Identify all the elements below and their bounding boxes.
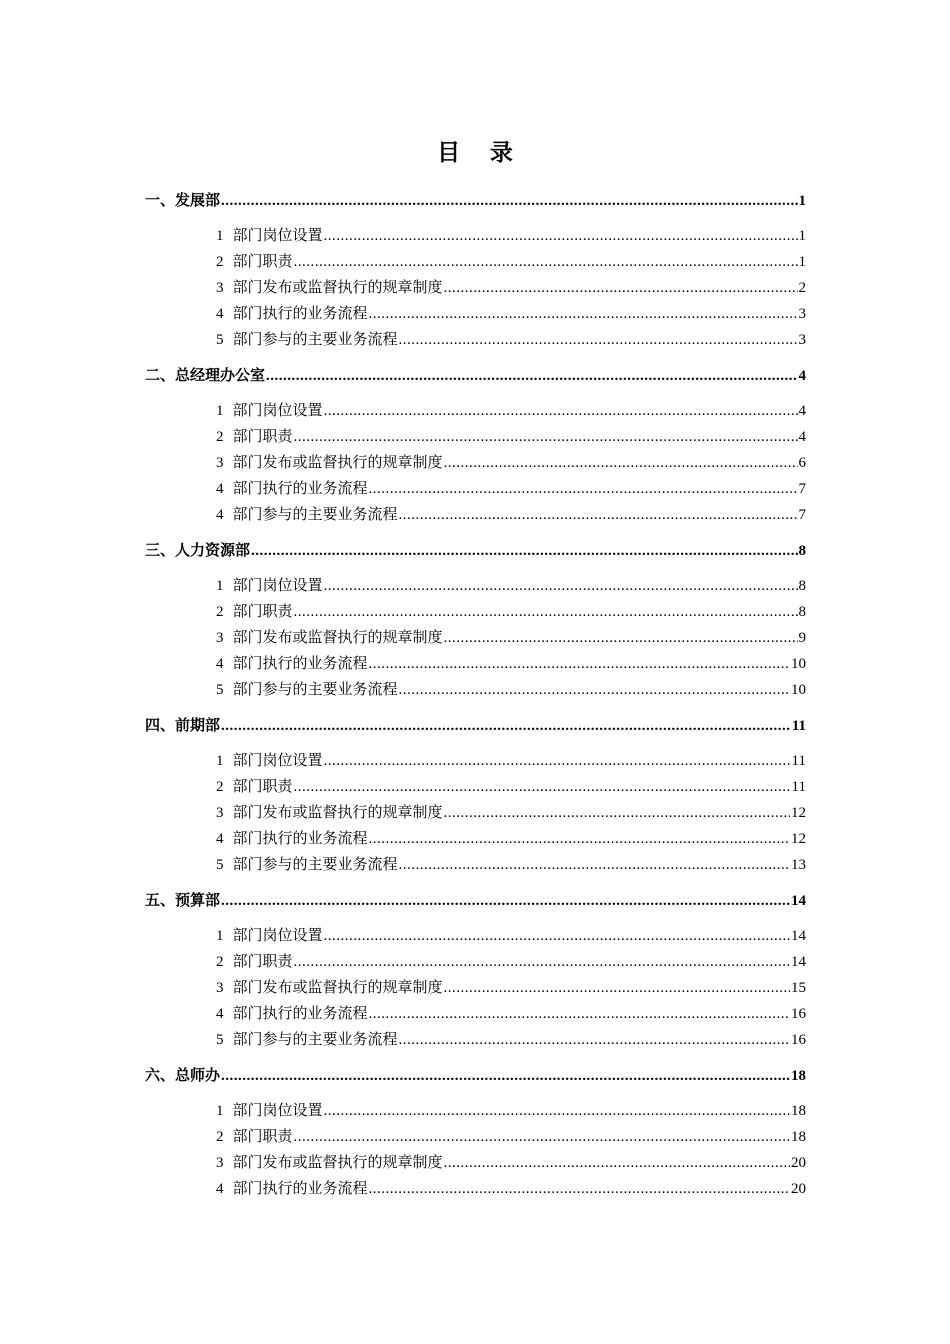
- toc-section-entry[interactable]: [145, 363, 806, 389]
- toc-item-page-number: 2: [798, 280, 806, 296]
- toc-item-page-number: 16: [791, 1006, 806, 1022]
- toc-item-page-number: 18: [791, 1129, 806, 1145]
- toc-item-label: 部门岗位设置: [232, 228, 323, 244]
- toc-section-entry[interactable]: [145, 188, 806, 214]
- toc-item-label: 部门参与的主要业务流程: [232, 332, 398, 348]
- toc-section-page-number: 1: [798, 193, 806, 209]
- toc-item-number: 3: [216, 630, 224, 646]
- toc-leader-dots: [444, 975, 790, 1001]
- toc-item-page-number: 12: [791, 805, 806, 821]
- toc-item-number: 2: [216, 604, 224, 620]
- toc-item-page-number: 9: [798, 630, 806, 646]
- toc-item-page-number: 4: [798, 429, 806, 445]
- toc-leader-dots: [324, 1098, 790, 1124]
- toc-section: [145, 363, 806, 528]
- toc-item-entry[interactable]: [145, 476, 806, 502]
- toc-item-entry[interactable]: [145, 625, 806, 651]
- toc-item-label: 部门参与的主要业务流程: [232, 507, 398, 523]
- toc-item-label: 部门参与的主要业务流程: [232, 857, 398, 873]
- toc-section: [145, 888, 806, 1053]
- toc-item-entry[interactable]: [145, 275, 806, 301]
- toc-item-label: 部门岗位设置: [232, 403, 323, 419]
- toc-item-entry[interactable]: [145, 450, 806, 476]
- toc-item-label: 部门职责: [232, 604, 293, 620]
- toc-item-label: 部门发布或监督执行的规章制度: [232, 280, 443, 296]
- toc-leader-dots: [444, 625, 798, 651]
- toc-item-entry[interactable]: [145, 1176, 806, 1202]
- toc-item-entry[interactable]: [145, 573, 806, 599]
- toc-item-label: 部门职责: [232, 1129, 293, 1145]
- toc-item-page-number: 14: [791, 954, 806, 970]
- toc-leader-dots: [369, 301, 798, 327]
- toc-item-entry[interactable]: [145, 852, 806, 878]
- toc-item-label: 部门岗位设置: [232, 753, 323, 769]
- toc-item-number: 4: [216, 1181, 224, 1197]
- toc-section-page-number: 14: [791, 893, 806, 909]
- table-of-contents: [145, 188, 806, 1202]
- toc-item-number: 4: [216, 1006, 224, 1022]
- toc-item-page-number: 11: [791, 779, 806, 795]
- toc-item-label: 部门岗位设置: [232, 928, 323, 944]
- toc-leader-dots: [221, 188, 797, 214]
- toc-leader-dots: [221, 888, 790, 914]
- toc-item-entry[interactable]: [145, 923, 806, 949]
- toc-item-entry[interactable]: [145, 424, 806, 450]
- toc-section-page-number: 11: [791, 718, 806, 734]
- toc-leader-dots: [399, 502, 798, 528]
- toc-leader-dots: [444, 1150, 790, 1176]
- toc-item-number: 3: [216, 280, 224, 296]
- toc-item-entry[interactable]: [145, 651, 806, 677]
- toc-item-entry[interactable]: [145, 502, 806, 528]
- toc-item-entry[interactable]: [145, 826, 806, 852]
- toc-item-label: 部门发布或监督执行的规章制度: [232, 630, 443, 646]
- toc-item-entry[interactable]: [145, 301, 806, 327]
- toc-item-page-number: 8: [798, 604, 806, 620]
- toc-item-label: 部门发布或监督执行的规章制度: [232, 980, 443, 996]
- toc-leader-dots: [369, 1001, 790, 1027]
- toc-section: [145, 1063, 806, 1202]
- toc-item-number: 1: [216, 228, 224, 244]
- toc-item-entry[interactable]: [145, 1098, 806, 1124]
- toc-item-page-number: 11: [791, 753, 806, 769]
- toc-item-page-number: 1: [798, 228, 806, 244]
- toc-item-entry[interactable]: [145, 1124, 806, 1150]
- toc-item-page-number: 8: [798, 578, 806, 594]
- toc-section: [145, 713, 806, 878]
- toc-leader-dots: [221, 1063, 790, 1089]
- toc-item-label: 部门执行的业务流程: [232, 1181, 368, 1197]
- toc-item-number: 4: [216, 507, 224, 523]
- toc-item-label: 部门职责: [232, 954, 293, 970]
- toc-item-label: 部门执行的业务流程: [232, 656, 368, 672]
- toc-item-entry[interactable]: [145, 677, 806, 703]
- toc-leader-dots: [294, 424, 798, 450]
- toc-item-number: 2: [216, 254, 224, 270]
- toc-item-number: 1: [216, 578, 224, 594]
- toc-item-label: 部门参与的主要业务流程: [232, 682, 398, 698]
- toc-section: [145, 538, 806, 703]
- toc-item-number: 2: [216, 1129, 224, 1145]
- toc-item-entry[interactable]: [145, 599, 806, 625]
- toc-item-number: 1: [216, 1103, 224, 1119]
- toc-section-entry[interactable]: [145, 1063, 806, 1089]
- toc-item-label: 部门发布或监督执行的规章制度: [232, 805, 443, 821]
- toc-leader-dots: [324, 748, 791, 774]
- toc-section-entry[interactable]: [145, 538, 806, 564]
- toc-leader-dots: [221, 713, 791, 739]
- toc-item-number: 4: [216, 306, 224, 322]
- toc-leader-dots: [251, 538, 797, 564]
- toc-item-number: 3: [216, 805, 224, 821]
- toc-leader-dots: [444, 800, 790, 826]
- toc-leader-dots: [399, 852, 790, 878]
- toc-item-entry[interactable]: [145, 975, 806, 1001]
- toc-item-number: 3: [216, 1155, 224, 1171]
- toc-item-entry[interactable]: [145, 249, 806, 275]
- toc-item-label: 部门岗位设置: [232, 578, 323, 594]
- toc-item-label: 部门发布或监督执行的规章制度: [232, 455, 443, 471]
- toc-item-page-number: 1: [798, 254, 806, 270]
- toc-item-number: 1: [216, 753, 224, 769]
- toc-leader-dots: [369, 1176, 790, 1202]
- toc-leader-dots: [444, 275, 798, 301]
- toc-item-entry[interactable]: [145, 800, 806, 826]
- toc-leader-dots: [324, 923, 790, 949]
- toc-item-label: 部门执行的业务流程: [232, 481, 368, 497]
- toc-section-entry[interactable]: [145, 713, 806, 739]
- toc-section-entry[interactable]: [145, 888, 806, 914]
- toc-item-page-number: 4: [798, 403, 806, 419]
- toc-item-page-number: 10: [791, 682, 806, 698]
- toc-section-page-number: 8: [798, 543, 806, 559]
- toc-item-page-number: 13: [791, 857, 806, 873]
- toc-leader-dots: [399, 677, 790, 703]
- toc-section-label: 四、前期部: [145, 718, 221, 734]
- toc-section-label: 二、总经理办公室: [145, 368, 266, 384]
- toc-item-entry[interactable]: [145, 774, 806, 800]
- toc-item-entry[interactable]: [145, 949, 806, 975]
- toc-item-number: 4: [216, 481, 224, 497]
- toc-leader-dots: [369, 826, 790, 852]
- toc-item-label: 部门职责: [232, 429, 293, 445]
- toc-item-number: 3: [216, 980, 224, 996]
- toc-item-label: 部门职责: [232, 779, 293, 795]
- toc-section-page-number: 18: [791, 1068, 806, 1084]
- toc-leader-dots: [324, 223, 798, 249]
- toc-item-number: 3: [216, 455, 224, 471]
- toc-leader-dots: [324, 398, 798, 424]
- toc-leader-dots: [399, 327, 798, 353]
- toc-leader-dots: [369, 476, 798, 502]
- toc-item-label: 部门参与的主要业务流程: [232, 1032, 398, 1048]
- toc-item-page-number: 18: [791, 1103, 806, 1119]
- toc-leader-dots: [266, 363, 797, 389]
- toc-item-page-number: 20: [791, 1155, 806, 1171]
- toc-item-entry[interactable]: [145, 223, 806, 249]
- toc-item-page-number: 6: [798, 455, 806, 471]
- toc-item-number: 4: [216, 656, 224, 672]
- toc-item-label: 部门岗位设置: [232, 1103, 323, 1119]
- toc-item-number: 5: [216, 332, 224, 348]
- toc-item-label: 部门执行的业务流程: [232, 306, 368, 322]
- toc-item-page-number: 7: [798, 481, 806, 497]
- toc-item-entry[interactable]: [145, 398, 806, 424]
- toc-item-number: 5: [216, 857, 224, 873]
- toc-section-label: 六、总师办: [145, 1068, 221, 1084]
- toc-item-entry[interactable]: [145, 1001, 806, 1027]
- toc-leader-dots: [324, 573, 798, 599]
- toc-item-number: 4: [216, 831, 224, 847]
- toc-item-entry[interactable]: [145, 748, 806, 774]
- toc-leader-dots: [294, 774, 791, 800]
- toc-item-number: 2: [216, 954, 224, 970]
- toc-item-page-number: 10: [791, 656, 806, 672]
- toc-section-page-number: 4: [798, 368, 806, 384]
- toc-item-page-number: 3: [798, 306, 806, 322]
- toc-section: [145, 188, 806, 353]
- toc-item-label: 部门执行的业务流程: [232, 1006, 368, 1022]
- toc-item-label: 部门执行的业务流程: [232, 831, 368, 847]
- toc-item-entry[interactable]: [145, 327, 806, 353]
- toc-leader-dots: [444, 450, 798, 476]
- toc-item-page-number: 20: [791, 1181, 806, 1197]
- toc-item-number: 2: [216, 779, 224, 795]
- toc-item-page-number: 3: [798, 332, 806, 348]
- toc-item-number: 5: [216, 682, 224, 698]
- toc-item-entry[interactable]: [145, 1027, 806, 1053]
- toc-leader-dots: [294, 249, 798, 275]
- toc-section-label: 一、发展部: [145, 193, 221, 209]
- toc-item-page-number: 7: [798, 507, 806, 523]
- toc-item-number: 2: [216, 429, 224, 445]
- toc-item-number: 1: [216, 403, 224, 419]
- toc-item-page-number: 14: [791, 928, 806, 944]
- toc-item-page-number: 12: [791, 831, 806, 847]
- toc-leader-dots: [399, 1027, 790, 1053]
- toc-item-page-number: 16: [791, 1032, 806, 1048]
- toc-item-number: 5: [216, 1032, 224, 1048]
- toc-section-label: 五、预算部: [145, 893, 221, 909]
- toc-item-page-number: 15: [791, 980, 806, 996]
- toc-leader-dots: [369, 651, 790, 677]
- toc-item-number: 1: [216, 928, 224, 944]
- toc-item-entry[interactable]: [145, 1150, 806, 1176]
- page-title: 目 录: [437, 140, 525, 165]
- toc-item-label: 部门发布或监督执行的规章制度: [232, 1155, 443, 1171]
- toc-leader-dots: [294, 599, 798, 625]
- toc-section-label: 三、人力资源部: [145, 543, 251, 559]
- toc-leader-dots: [294, 949, 790, 975]
- toc-leader-dots: [294, 1124, 790, 1150]
- toc-item-label: 部门职责: [232, 254, 293, 270]
